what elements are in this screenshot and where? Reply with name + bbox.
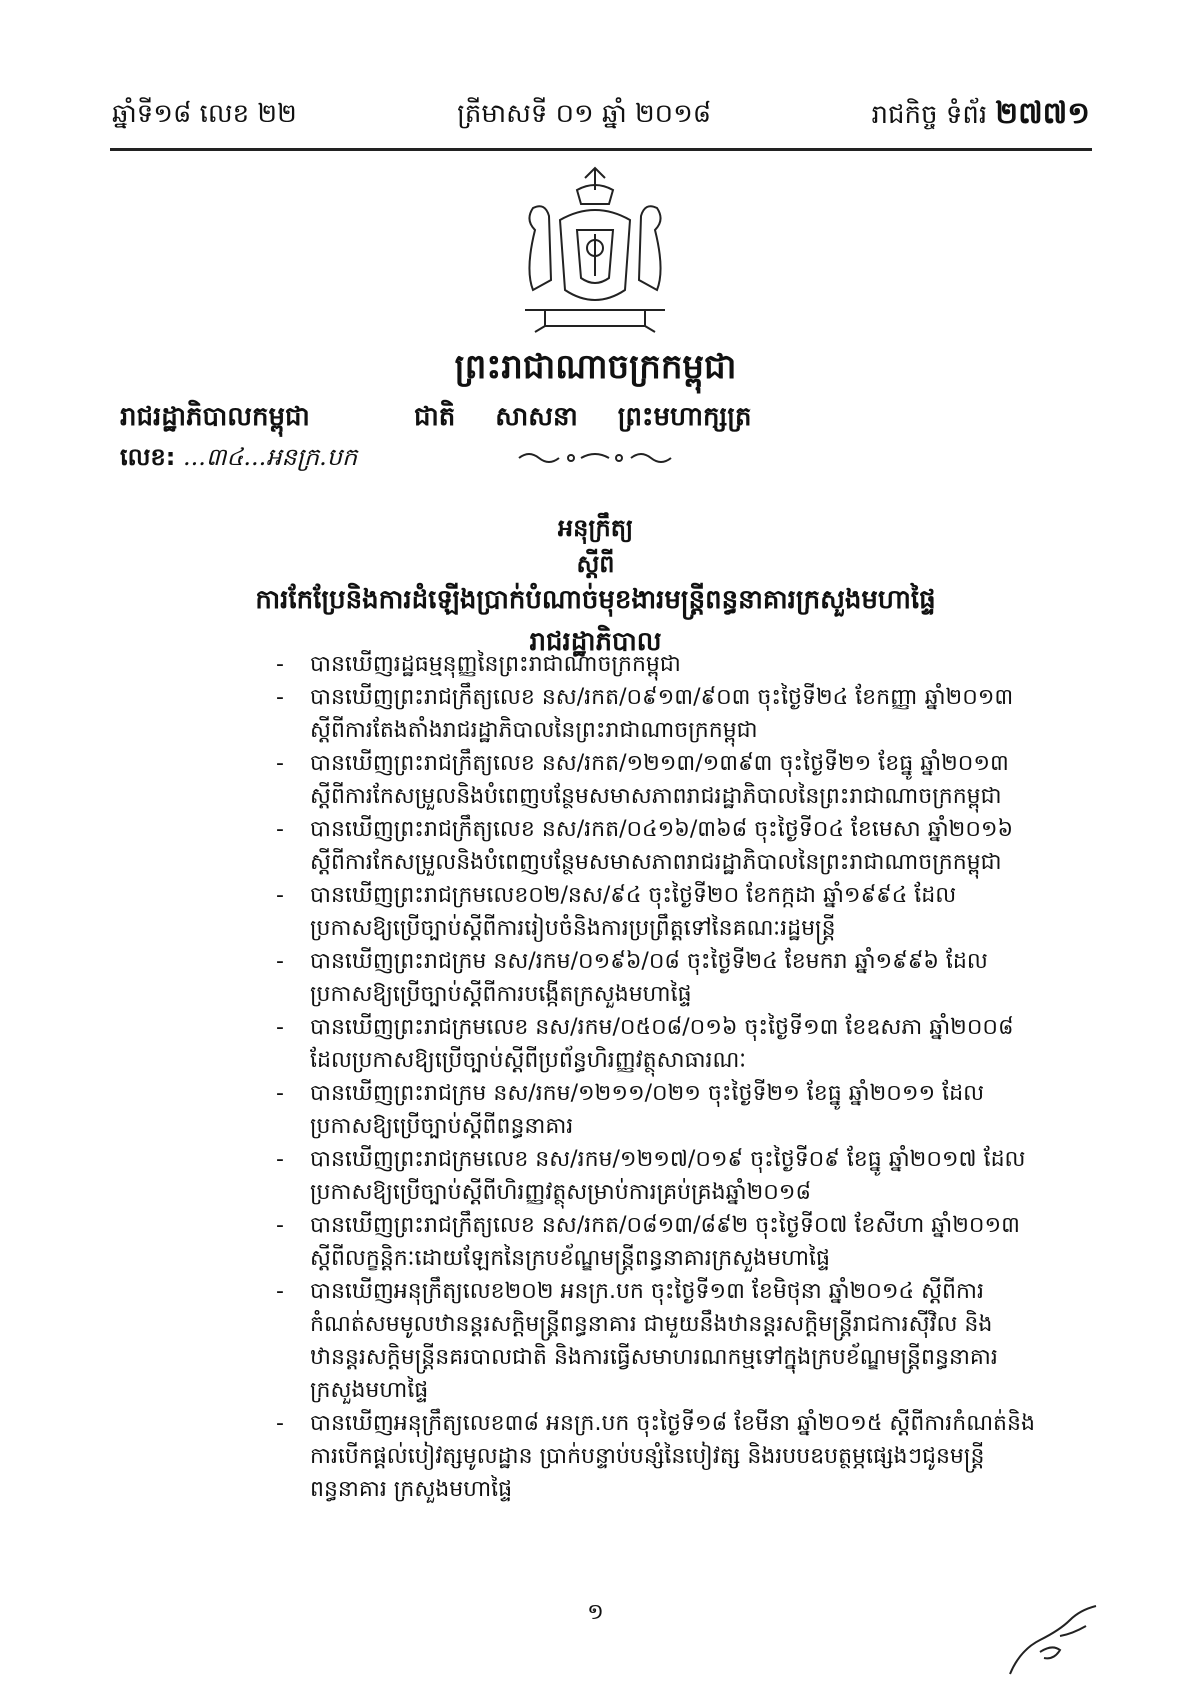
ornament-divider-icon bbox=[515, 450, 675, 466]
list-item: - បានឃើញព្រះរាជក្រម នស/រកម/០១៩៦/០៨ ចុះថ្ងៃទី២៤ ខែមករា ឆ្នាំ១៩៩៦ ដែលប្រកាសឱ្យប្រើច្បាប់ស្តីពីការបង្កើតក្រសួងមហាផ្ទៃ bbox=[276, 945, 1038, 1011]
header-divider bbox=[110, 148, 1092, 151]
list-item: - បានឃើញអនុក្រឹត្យលេខ២០២ អនក្រ.បក ចុះថ្ងៃទី១៣ ខែមិថុនា ឆ្នាំ២០១៤ ស្តីពីការកំណត់សមមូលឋានន្តរសក្តិមន្ត្រីពន្ធនាគារ ជាមួយនឹងឋានន្តរសក្តិមន្ត្រីរាជការស៊ីវិល និងឋានន្តរសក្តិមន្ត្រីនគរបាលជាតិ និងការធ្វើសមាហរណកម្មទៅក្នុងក្របខ័ណ្ឌមន្ត្រីពន្ធនាគារក្រសួងមហាផ្ទៃ bbox=[276, 1275, 1038, 1407]
list-item: - បានឃើញព្រះរាជក្រម នស/រកម/១២១១/០២១ ចុះថ្ងៃទី២១ ខែធ្នូ ឆ្នាំ២០១១ ដែលប្រកាសឱ្យប្រើច្បាប់ស្តីពីពន្ធនាគារ bbox=[276, 1077, 1038, 1143]
document-issuer: រាជរដ្ឋាភិបាល bbox=[529, 627, 662, 657]
issue-number: ឆ្នាំទី១៨ លេខ ២២ bbox=[112, 99, 297, 129]
list-item: - បានឃើញព្រះរាជក្រមលេខ នស/រកម/១២១៧/០១៩ ចុះថ្ងៃទី០៩ ខែធ្នូ ឆ្នាំ២០១៧ ដែលប្រកាសឱ្យប្រើច្បាប់ស្តីពីហិរញ្ញវត្ថុសម្រាប់ការគ្រប់គ្រងឆ្នាំ២០១៨ bbox=[276, 1143, 1038, 1209]
preamble-list bbox=[276, 648, 1038, 1506]
government-label: រាជរដ្ឋាភិបាលកម្ពុជា bbox=[120, 402, 310, 432]
national-motto bbox=[414, 400, 751, 438]
gazette-page bbox=[872, 94, 1090, 138]
issue-date: ត្រីមាសទី ០១ ឆ្នាំ ២០១៨ bbox=[457, 99, 712, 129]
list-item: - បានឃើញព្រះរាជក្រឹត្យលេខ នស/រកត/១២១៣/១៣៩៣ ចុះថ្ងៃទី២១ ខែធ្នូ ឆ្នាំ២០១៣ ស្តីពីការកែសម្រួលនិងបំពេញបន្ថែមសមាសភាពរាជរដ្ឋាភិបាលនៃព្រះរាជាណាចក្រកម្ពុជា bbox=[276, 747, 1038, 813]
gazette-page-label: រាជកិច្ច ទំព័រ bbox=[871, 100, 988, 130]
list-item: - បានឃើញព្រះរាជក្រឹត្យលេខ នស/រកត/០៨១៣/៨៩២ ចុះថ្ងៃទី០៧ ខែសីហា ឆ្នាំ២០១៣ ស្តីពីលក្ខន្តិកៈដោយឡែកនៃក្របខ័ណ្ឌមន្ត្រីពន្ធនាគារក្រសួងមហាផ្ទៃ bbox=[276, 1209, 1038, 1275]
list-item: - បានឃើញព្រះរាជក្រមលេខ០២/នស/៩៤ ចុះថ្ងៃទី២០ ខែកក្កដា ឆ្នាំ១៩៩៤ ដែលប្រកាសឱ្យប្រើច្បាប់ស្តីពីការរៀបចំនិងការប្រព្រឹត្តទៅនៃគណៈរដ្ឋមន្ត្រី bbox=[276, 879, 1038, 945]
motto-king: ព្រះមហាក្សត្រ bbox=[617, 402, 752, 432]
page-number: ១ bbox=[587, 1600, 604, 1625]
kingdom-title: ព្រះរាជាណាចក្រកម្ពុជា bbox=[454, 347, 737, 387]
document-about: ស្តីពី bbox=[576, 550, 615, 578]
reference-value: ...៣៤...អនក្រ.បក bbox=[182, 443, 358, 471]
royal-coat-of-arms-icon bbox=[505, 160, 685, 340]
reference-label: លេខ: bbox=[120, 443, 176, 471]
list-item: - បានឃើញព្រះរាជក្រឹត្យលេខ នស/រកត/០៩១៣/៩០៣ ចុះថ្ងៃទី២៤ ខែកញ្ញា ឆ្នាំ២០១៣ ស្តីពីការតែងតាំងរាជរដ្ឋាភិបាលនៃព្រះរាជាណាចក្រកម្ពុជា bbox=[276, 681, 1038, 747]
handwritten-signature-icon bbox=[1000, 1600, 1110, 1680]
motto-religion: សាសនា bbox=[495, 402, 578, 432]
document-subject: ការកែប្រែនិងការដំឡើងប្រាក់បំណាច់មុខងារមន្ត្រីពន្ធនាគារក្រសួងមហាផ្ទៃ bbox=[255, 585, 936, 615]
list-item: - បានឃើញរដ្ឋធម្មនុញ្ញនៃព្រះរាជាណាចក្រកម្ពុជា bbox=[276, 648, 1038, 681]
list-item: - បានឃើញព្រះរាជក្រមលេខ នស/រកម/០៥០៨/០១៦ ចុះថ្ងៃទី១៣ ខែឧសភា ឆ្នាំ២០០៨ ដែលប្រកាសឱ្យប្រើច្បាប់ស្តីពីប្រព័ន្ធហិរញ្ញវត្ថុសាធារណៈ bbox=[276, 1011, 1038, 1077]
list-item: - បានឃើញព្រះរាជក្រឹត្យលេខ នស/រកត/០៤១៦/៣៦៨ ចុះថ្ងៃទី០៤ ខែមេសា ឆ្នាំ២០១៦ ស្តីពីការកែសម្រួលនិងបំពេញបន្ថែមសមាសភាពរាជរដ្ឋាភិបាលនៃព្រះរាជាណាចក្រកម្ពុជា bbox=[276, 813, 1038, 879]
document-title-block bbox=[0, 510, 1191, 660]
list-item: - បានឃើញអនុក្រឹត្យលេខ៣៨ អនក្រ.បក ចុះថ្ងៃទី១៨ ខែមីនា ឆ្នាំ២០១៥ ស្តីពីការកំណត់និងការបើកផ្តល់បៀវត្សមូលដ្ឋាន ប្រាក់បន្ទាប់បន្សំនៃបៀវត្ស និងរបបឧបត្ថម្ភផ្សេងៗជូនមន្ត្រីពន្ធនាគារ ក្រសួងមហាផ្ទៃ bbox=[276, 1407, 1038, 1506]
document-type: អនុក្រឹត្យ bbox=[557, 514, 634, 542]
motto-nation: ជាតិ bbox=[414, 402, 456, 432]
gazette-page-number: ២៧៧១ bbox=[995, 96, 1090, 131]
gazette-header bbox=[112, 92, 1090, 140]
reference-number bbox=[120, 442, 357, 477]
